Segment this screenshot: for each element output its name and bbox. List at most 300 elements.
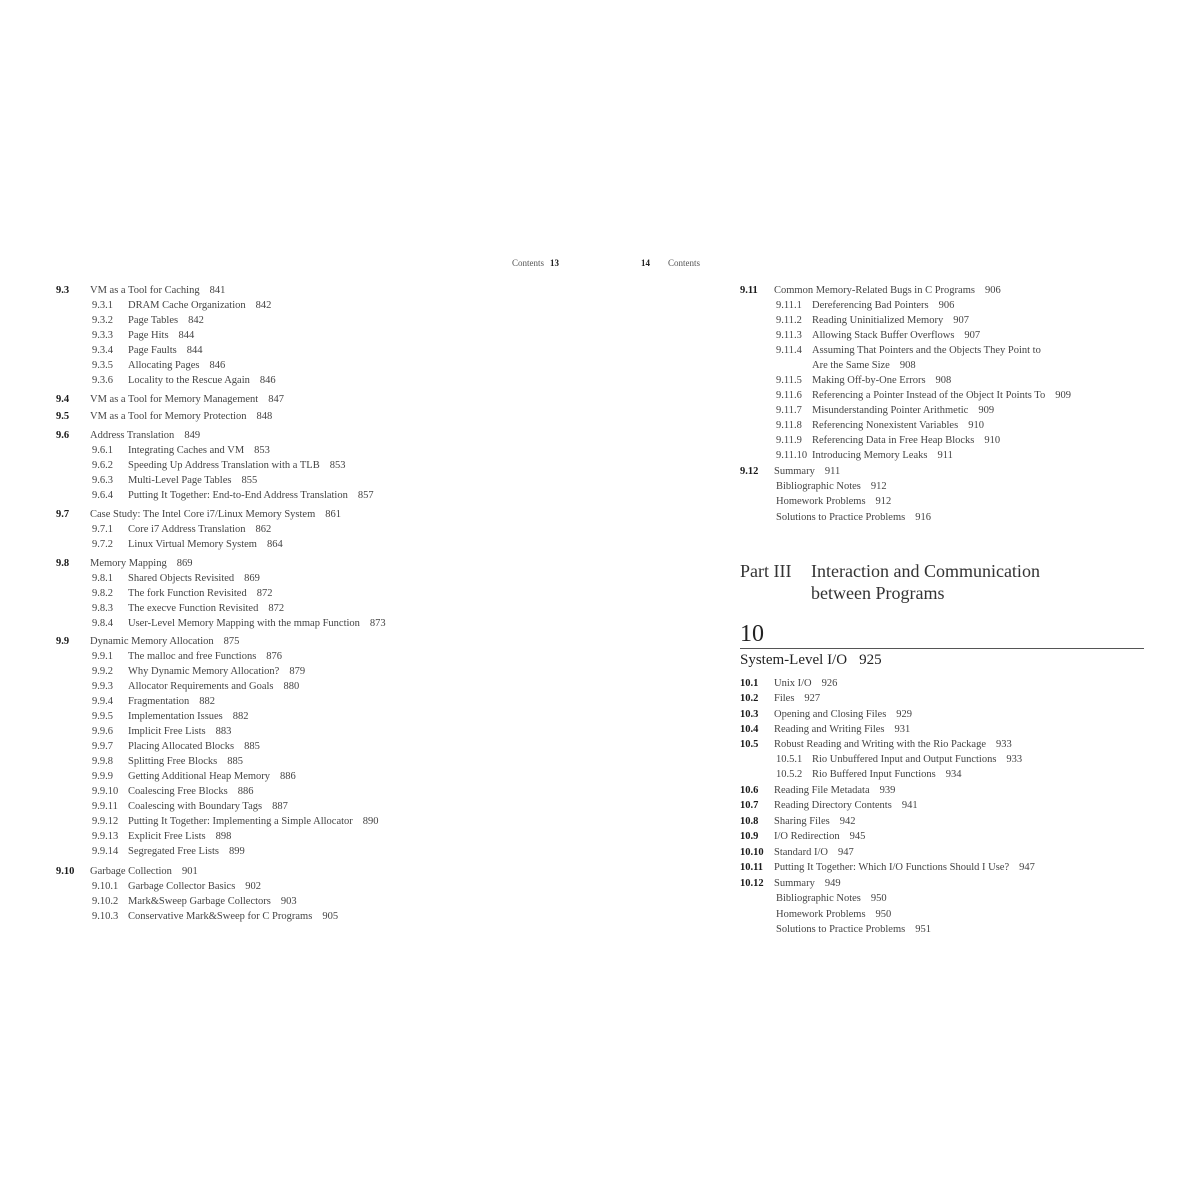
toc-entry-page: 873	[369, 618, 386, 629]
toc-entry-number: 9.11.6	[776, 390, 802, 401]
toc-entry	[776, 433, 1000, 448]
toc-entry-page: 847	[268, 394, 284, 405]
toc-entry	[92, 328, 194, 343]
toc-entry-page: 901	[181, 866, 198, 877]
toc-entry	[776, 907, 891, 922]
toc-entry-number: 9.3.1	[92, 300, 113, 311]
toc-entry	[740, 829, 865, 844]
toc-entry	[56, 283, 225, 298]
toc-entry-number: 9.11.5	[776, 375, 802, 386]
toc-entry	[776, 510, 931, 525]
toc-entry-page: 855	[241, 475, 258, 486]
toc-entry-number: 9.9.6	[92, 726, 113, 737]
toc-entry-number: 9.3.3	[92, 330, 113, 341]
toc-entry-title: Segregated Free Lists	[128, 846, 219, 857]
toc-entry-number: 9.11.9	[776, 435, 802, 446]
toc-entry	[56, 864, 198, 879]
toc-entry-page: 947	[1019, 862, 1035, 873]
toc-entry-number: 9.5	[56, 411, 70, 422]
toc-entry-page: 872	[256, 588, 273, 599]
toc-entry	[740, 737, 1012, 752]
toc-entry-title: Fragmentation	[128, 696, 190, 707]
toc-entry	[56, 409, 272, 424]
toc-entry-number: 10.12	[740, 878, 764, 889]
toc-entry-number: 9.11.8	[776, 420, 802, 431]
part-title-line: between Programs	[811, 583, 945, 603]
toc-entry-title: Mark&Sweep Garbage Collectors	[128, 896, 271, 907]
toc-entry	[92, 586, 272, 601]
toc-entry	[776, 494, 891, 509]
toc-entry	[92, 679, 299, 694]
toc-entry	[92, 799, 288, 814]
toc-entry-title: Files	[774, 693, 795, 704]
toc-entry-number: 9.4	[56, 394, 70, 405]
toc-entry-title: Bibliographic Notes	[776, 893, 861, 904]
toc-entry	[56, 392, 284, 407]
toc-entry-page: 934	[945, 769, 962, 780]
toc-entry-number: 9.9.8	[92, 756, 113, 767]
toc-entry-page: 898	[215, 831, 232, 842]
toc-entry-title: Speeding Up Address Translation with a TLB	[128, 460, 320, 471]
toc-entry-title: VM as a Tool for Memory Protection	[90, 411, 247, 422]
toc-entry	[776, 403, 994, 418]
toc-entry-number: 9.7.2	[92, 539, 113, 550]
toc-entry-page: 908	[935, 375, 952, 386]
toc-entry	[776, 358, 916, 373]
page-number: 13	[550, 258, 559, 268]
toc-entry-number: 10.1	[740, 678, 759, 689]
toc-entry-title: Page Faults	[128, 345, 177, 356]
toc-entry-title: Core i7 Address Translation	[128, 524, 246, 535]
toc-entry-page: 939	[879, 785, 896, 796]
toc-entry	[776, 388, 1071, 403]
toc-entry-number: 10.6	[740, 785, 759, 796]
toc-entry	[740, 783, 895, 798]
toc-entry-title: Misunderstanding Pointer Arithmetic	[812, 405, 969, 416]
toc-entry	[92, 709, 249, 724]
toc-entry	[92, 724, 231, 739]
toc-entry-page: 886	[237, 786, 254, 797]
toc-entry	[92, 358, 225, 373]
toc-entry-title: Homework Problems	[776, 909, 866, 920]
toc-entry	[740, 845, 854, 860]
toc-entry-title: Explicit Free Lists	[128, 831, 206, 842]
toc-entry-page: 853	[329, 460, 346, 471]
toc-entry-number: 9.7.1	[92, 524, 113, 535]
toc-entry-number: 10.3	[740, 709, 759, 720]
toc-entry-number: 10.5.2	[776, 769, 803, 780]
toc-entry-title: Placing Allocated Blocks	[128, 741, 235, 752]
toc-entry-page: 844	[178, 330, 195, 341]
toc-entry-page: 864	[266, 539, 283, 550]
toc-entry-number: 9.3.2	[92, 315, 113, 326]
toc-entry-number: 10.5.1	[776, 754, 803, 765]
toc-entry-page: 910	[968, 420, 984, 431]
toc-entry-title: Coalescing with Boundary Tags	[128, 801, 263, 812]
toc-entry-title: Coalescing Free Blocks	[128, 786, 228, 797]
toc-entry	[776, 752, 1022, 767]
toc-entry-number: 9.6.1	[92, 445, 113, 456]
toc-entry-number: 9.6.2	[92, 460, 113, 471]
toc-entry-number: 9.8.3	[92, 603, 113, 614]
toc-entry-number: 9.11	[740, 285, 758, 296]
toc-entry	[92, 537, 283, 552]
toc-entry	[740, 464, 840, 479]
running-head	[641, 258, 700, 268]
toc-entry-number: 10.2	[740, 693, 759, 704]
toc-entry-page: 844	[186, 345, 203, 356]
toc-entry-number: 9.12	[740, 466, 759, 477]
toc-entry-page: 849	[184, 430, 201, 441]
toc-entry-page: 927	[804, 693, 821, 704]
toc-entry-number: 10.7	[740, 800, 759, 811]
toc-entry-page: 947	[837, 847, 854, 858]
toc-entry-title: Page Tables	[128, 315, 179, 326]
toc-entry	[92, 571, 260, 586]
toc-entry-title: Reading and Writing Files	[774, 724, 885, 735]
toc-entry-page: 909	[1055, 390, 1071, 401]
toc-entry	[776, 418, 984, 433]
chapter-title-text: System-Level I/O	[740, 652, 848, 668]
toc-entry	[92, 649, 282, 664]
toc-entry-number: 9.10.3	[92, 911, 119, 922]
toc-entry-title: Why Dynamic Memory Allocation?	[128, 666, 280, 677]
toc-entry-page: 902	[245, 881, 262, 892]
toc-entry-title: Referencing Data in Free Heap Blocks	[812, 435, 975, 446]
chapter-page-number: 925	[859, 652, 882, 668]
toc-entry-title: Summary	[774, 466, 815, 477]
toc-entry-number: 9.9.12	[92, 816, 119, 827]
toc-entry-number: 9.6	[56, 430, 70, 441]
chapter-rule	[740, 648, 1144, 649]
toc-entry-title: Memory Mapping	[90, 558, 167, 569]
toc-entry	[776, 479, 887, 494]
toc-entry-title: Allowing Stack Buffer Overflows	[812, 330, 955, 341]
toc-entry	[92, 879, 261, 894]
toc-entry	[92, 443, 270, 458]
toc-entry	[92, 829, 231, 844]
toc-entry-title: Reading Uninitialized Memory	[812, 315, 944, 326]
toc-entry-title: User-Level Memory Mapping with the mmap Function	[128, 618, 360, 629]
toc-entry-title: Splitting Free Blocks	[128, 756, 218, 767]
toc-entry-title: I/O Redirection	[774, 831, 840, 842]
toc-entry	[776, 448, 953, 463]
toc-entry-number: 10.10	[740, 847, 764, 858]
toc-entry-title: Sharing Files	[774, 816, 830, 827]
toc-entry-title: Address Translation	[90, 430, 175, 441]
toc-entry-number: 9.10.1	[92, 881, 119, 892]
toc-entry-title: Allocator Requirements and Goals	[128, 681, 274, 692]
toc-entry	[92, 814, 379, 829]
page-number: 14	[641, 258, 650, 268]
part-title-line: Interaction and Communication	[811, 561, 1040, 581]
toc-entry-title: Solutions to Practice Problems	[776, 512, 906, 523]
toc-entry-page: 876	[266, 651, 283, 662]
toc-entry-page: 869	[244, 573, 260, 584]
toc-entry-page: 885	[244, 741, 260, 752]
toc-entry-title: Introducing Memory Leaks	[812, 450, 928, 461]
running-head-label: Contents	[511, 258, 544, 268]
toc-entry-number: 9.3	[56, 285, 70, 296]
toc-entry-page: 942	[839, 816, 856, 827]
toc-entry-page: 909	[978, 405, 995, 416]
toc-entry-number: 9.9.11	[92, 801, 118, 812]
toc-entry-title: Standard I/O	[774, 847, 828, 858]
toc-entry-number: 9.9.10	[92, 786, 119, 797]
toc-entry-title: The execve Function Revisited	[128, 603, 259, 614]
toc-entry-title: Putting It Together: Which I/O Functions Should I Use?	[774, 862, 1010, 873]
toc-entry-page: 912	[875, 496, 892, 507]
toc-entry-number: 9.6.4	[92, 490, 113, 501]
chapter-title	[740, 652, 882, 669]
toc-entry-page: 908	[899, 360, 916, 371]
toc-entry	[740, 860, 1035, 875]
toc-entry-title: Reading File Metadata	[774, 785, 870, 796]
toc-entry-title: Dynamic Memory Allocation	[90, 636, 214, 647]
toc-entry	[740, 876, 841, 891]
running-head	[512, 258, 559, 268]
toc-entry-title: Summary	[774, 878, 815, 889]
toc-entry-title: Assuming That Pointers and the Objects They Point to	[812, 345, 1041, 356]
toc-entry-title: Unix I/O	[774, 678, 812, 689]
toc-entry	[92, 664, 305, 679]
toc-entry-page: 905	[322, 911, 339, 922]
toc-entry-number: 10.8	[740, 816, 759, 827]
toc-entry-title: Opening and Closing Files	[774, 709, 887, 720]
toc-entry-page: 931	[894, 724, 911, 735]
toc-entry-number: 9.9	[56, 636, 70, 647]
toc-entry-number: 9.11.10	[776, 450, 808, 461]
toc-entry-number: 9.8.4	[92, 618, 113, 629]
toc-entry	[776, 373, 951, 388]
toc-entry-title: DRAM Cache Organization	[128, 300, 246, 311]
toc-entry	[92, 616, 386, 631]
toc-entry-title: The fork Function Revisited	[128, 588, 247, 599]
toc-entry	[92, 739, 260, 754]
toc-entry-number: 9.6.3	[92, 475, 113, 486]
toc-entry	[92, 373, 276, 388]
toc-entry-title: Making Off-by-One Errors	[812, 375, 926, 386]
toc-entry-title: Putting It Together: Implementing a Simple Allocator	[128, 816, 353, 827]
toc-entry	[92, 488, 374, 503]
toc-entry-page: 879	[289, 666, 306, 677]
toc-entry-page: 848	[256, 411, 273, 422]
toc-entry	[776, 767, 962, 782]
toc-entry-number: 9.9.9	[92, 771, 113, 782]
toc-entry	[740, 707, 912, 722]
toc-entry-title: VM as a Tool for Memory Management	[90, 394, 259, 405]
toc-entry-title: Integrating Caches and VM	[128, 445, 245, 456]
toc-entry	[92, 894, 297, 909]
toc-entry-title: Linux Virtual Memory System	[128, 539, 257, 550]
toc-entry-number: 9.3.5	[92, 360, 113, 371]
toc-entry-number: 9.9.14	[92, 846, 119, 857]
toc-entry-number: 9.11.4	[776, 345, 802, 356]
toc-entry-page: 933	[995, 739, 1012, 750]
toc-entry-number: 10.5	[740, 739, 759, 750]
toc-entry-number: 9.9.4	[92, 696, 113, 707]
toc-entry-title: Shared Objects Revisited	[128, 573, 235, 584]
toc-entry-number: 9.11.3	[776, 330, 802, 341]
toc-entry-number: 9.8.1	[92, 573, 113, 584]
toc-entry	[740, 691, 820, 706]
toc-entry-number: 10.4	[740, 724, 759, 735]
toc-entry-page: 951	[915, 924, 931, 935]
toc-entry	[776, 313, 969, 328]
toc-entry-title: Putting It Together: End-to-End Address Translation	[128, 490, 348, 501]
toc-entry	[92, 313, 204, 328]
toc-entry-title: Homework Problems	[776, 496, 866, 507]
toc-entry-title: Common Memory-Related Bugs in C Programs	[774, 285, 975, 296]
toc-entry-number: 9.3.4	[92, 345, 113, 356]
toc-entry	[92, 784, 253, 799]
toc-entry-number: 9.11.1	[776, 300, 802, 311]
toc-entry-title: Case Study: The Intel Core i7/Linux Memory System	[90, 509, 316, 520]
toc-entry-page: 882	[199, 696, 215, 707]
toc-entry-title: Bibliographic Notes	[776, 481, 861, 492]
toc-entry-number: 9.7	[56, 509, 70, 520]
toc-entry-page: 890	[362, 816, 379, 827]
toc-entry-title: VM as a Tool for Caching	[90, 285, 200, 296]
toc-entry-page: 906	[984, 285, 1001, 296]
toc-entry	[776, 922, 931, 937]
toc-entry-title: Are the Same Size	[812, 360, 890, 371]
toc-entry-number: 9.8	[56, 558, 70, 569]
toc-entry-number: 9.10.2	[92, 896, 119, 907]
toc-entry-page: 950	[870, 893, 887, 904]
toc-entry-title: Implicit Free Lists	[128, 726, 206, 737]
toc-entry-page: 875	[223, 636, 240, 647]
toc-entry-page: 841	[209, 285, 226, 296]
toc-entry	[56, 507, 341, 522]
toc-entry-title: Referencing Nonexistent Variables	[812, 420, 959, 431]
toc-entry	[92, 473, 257, 488]
toc-entry-page: 869	[176, 558, 193, 569]
toc-entry-page: 945	[849, 831, 866, 842]
toc-entry-title: Solutions to Practice Problems	[776, 924, 906, 935]
toc-entry-page: 916	[915, 512, 931, 523]
toc-entry-title: Reading Directory Contents	[774, 800, 892, 811]
toc-entry-page: 872	[268, 603, 285, 614]
toc-entry-number: 10.9	[740, 831, 759, 842]
toc-entry-title: Robust Reading and Writing with the Rio Package	[774, 739, 986, 750]
toc-entry-page: 886	[280, 771, 296, 782]
toc-entry-number: 9.10	[56, 866, 75, 877]
toc-entry	[92, 601, 284, 616]
toc-entry-page: 949	[824, 878, 841, 889]
toc-entry	[776, 343, 1041, 358]
toc-entry	[92, 844, 245, 859]
toc-entry	[740, 676, 837, 691]
toc-entry-page: 882	[232, 711, 249, 722]
toc-entry	[56, 634, 239, 649]
toc-entry-title: Dereferencing Bad Pointers	[812, 300, 929, 311]
chapter-number: 10	[740, 621, 764, 647]
toc-entry	[776, 328, 980, 343]
toc-entry-page: 907	[964, 330, 981, 341]
toc-entry-title: Getting Additional Heap Memory	[128, 771, 271, 782]
toc-entry-page: 861	[325, 509, 341, 520]
toc-entry-title: Rio Unbuffered Input and Output Functions	[812, 754, 997, 765]
toc-entry-title: Referencing a Pointer Instead of the Object It Points To	[812, 390, 1046, 401]
toc-entry-title: Locality to the Rescue Again	[128, 375, 250, 386]
toc-entry-title: Allocating Pages	[128, 360, 200, 371]
toc-entry	[776, 298, 954, 313]
toc-entry	[740, 798, 918, 813]
running-head-label: Contents	[668, 258, 701, 268]
right-page	[600, 0, 1200, 1200]
toc-entry-page: 911	[824, 466, 841, 477]
toc-entry-page: 857	[357, 490, 374, 501]
toc-entry-page: 846	[259, 375, 276, 386]
toc-entry	[740, 283, 1001, 298]
toc-entry-title: Rio Buffered Input Functions	[812, 769, 936, 780]
toc-entry-title: The malloc and free Functions	[128, 651, 257, 662]
toc-entry-page: 933	[1006, 754, 1023, 765]
toc-entry-page: 885	[227, 756, 243, 767]
toc-entry-page: 907	[953, 315, 969, 326]
toc-entry-page: 910	[984, 435, 1001, 446]
toc-entry-page: 912	[870, 481, 887, 492]
toc-entry-title: Garbage Collector Basics	[128, 881, 236, 892]
toc-entry	[740, 722, 910, 737]
toc-entry	[56, 428, 200, 443]
toc-entry-number: 10.11	[740, 862, 764, 873]
toc-entry	[56, 556, 192, 571]
toc-entry-number: 9.8.2	[92, 588, 113, 599]
toc-entry-number: 9.9.5	[92, 711, 113, 722]
toc-entry	[92, 522, 271, 537]
toc-entry-page: 899	[228, 846, 245, 857]
toc-entry-page: 883	[215, 726, 232, 737]
toc-entry	[92, 343, 202, 358]
toc-entry-page: 950	[875, 909, 892, 920]
toc-entry-page: 941	[901, 800, 918, 811]
toc-entry	[92, 909, 338, 924]
toc-entry-page: 862	[255, 524, 272, 535]
toc-entry-page: 880	[283, 681, 300, 692]
toc-entry-page: 887	[272, 801, 288, 812]
toc-entry	[92, 298, 271, 313]
toc-entry-page: 842	[255, 300, 272, 311]
toc-entry-title: Implementation Issues	[128, 711, 223, 722]
toc-entry-page: 906	[938, 300, 955, 311]
toc-entry	[92, 754, 243, 769]
toc-entry	[92, 769, 296, 784]
toc-entry-page: 842	[188, 315, 204, 326]
toc-entry-number: 9.11.2	[776, 315, 802, 326]
toc-entry-title: Page Hits	[128, 330, 169, 341]
toc-entry-number: 9.9.1	[92, 651, 113, 662]
toc-entry-page: 926	[821, 678, 838, 689]
toc-entry-page: 853	[254, 445, 270, 456]
toc-entry-title: Conservative Mark&Sweep for C Programs	[128, 911, 313, 922]
toc-entry	[740, 814, 855, 829]
toc-entry-number: 9.11.7	[776, 405, 802, 416]
toc-entry-page: 929	[896, 709, 913, 720]
toc-entry-title: Multi-Level Page Tables	[128, 475, 232, 486]
toc-entry	[92, 694, 215, 709]
toc-entry-number: 9.3.6	[92, 375, 113, 386]
part-label: Part III	[740, 561, 792, 581]
toc-entry-title: Garbage Collection	[90, 866, 172, 877]
toc-entry-number: 9.9.7	[92, 741, 113, 752]
toc-entry-page: 846	[209, 360, 226, 371]
toc-entry-number: 9.9.13	[92, 831, 119, 842]
toc-entry-number: 9.9.3	[92, 681, 113, 692]
toc-entry-page: 911	[937, 450, 953, 461]
toc-entry	[92, 458, 345, 473]
